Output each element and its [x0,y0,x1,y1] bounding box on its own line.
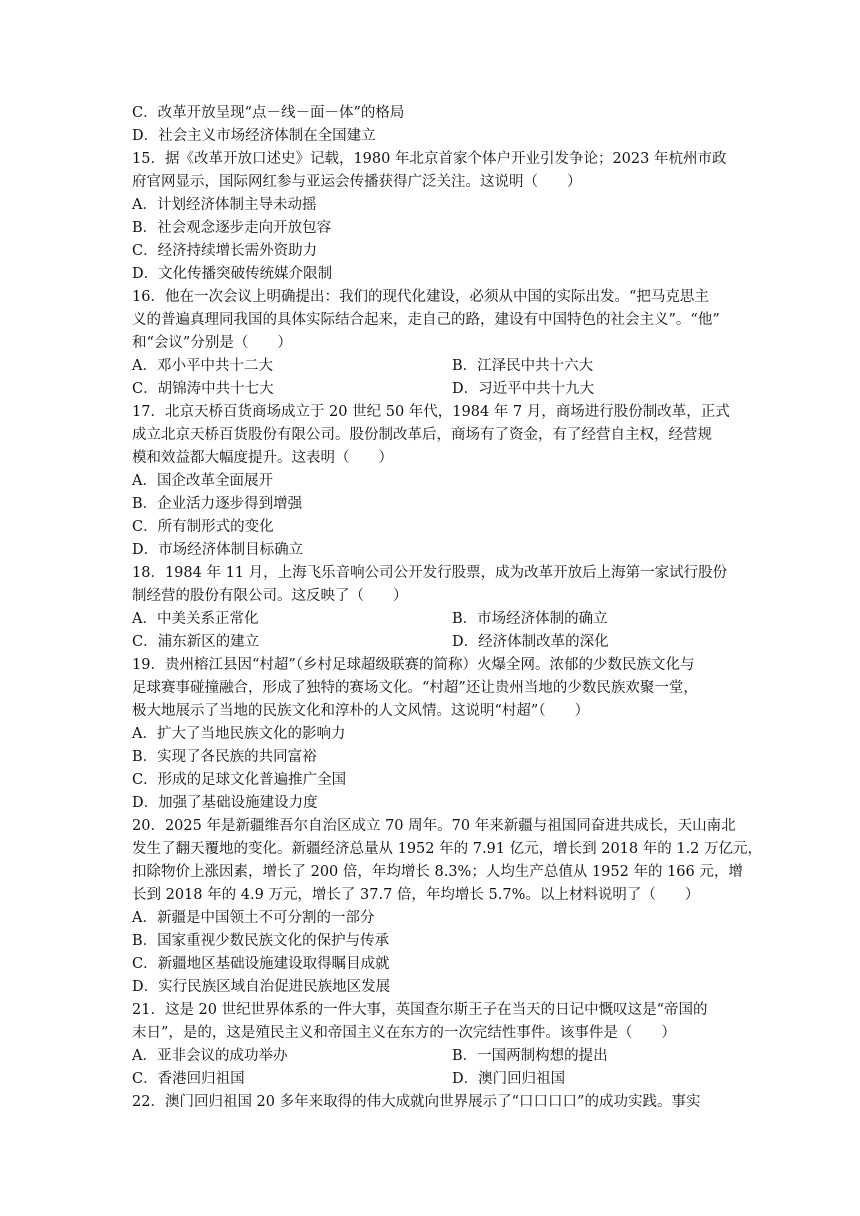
option-line: B．实现了各民族的共同富裕 [132,749,317,765]
question-stem-line: 15．据《改革开放口述史》记载，1980 年北京首家个体户开业引发争论；2023 年杭州市政 [132,151,727,167]
option-row [132,355,736,378]
option-line: D．习近平中共十九大 [452,381,595,397]
question-stem-line: 发生了翻天覆地的变化。新疆经济总量从 1952 年的 7.91 亿元，增长到 2018 年的 1.2 万亿元， [132,841,763,857]
option-row [132,608,736,631]
question-item [132,815,763,999]
option-row [132,1068,736,1091]
question-stem-line: 长到 2018 年的 4.9 万元，增长了 37.7 倍，年均增长 5.7%。以上材料说明了（ ） [132,887,700,903]
option-line: D．文化传播突破传统媒介限制 [132,266,333,282]
question-item [132,286,736,401]
question-stem-line: 16．他在一次会议上明确提出：我们的现代化建设，必须从中国的实际出发。“把马克思主 [132,289,709,305]
option-line: D．澳门回归祖国 [452,1071,566,1087]
option-line: C．浦东新区的建立 [132,634,260,650]
question-item [132,148,736,286]
option-line: B．市场经济体制的确立 [452,611,608,627]
question-stem-line: 制经营的股份有限公司。这反映了（ ） [132,588,408,604]
question-stem-line: 17．北京天桥百货商场成立于 20 世纪 50 年代，1984 年 7 月，商场进行股份制改革，正式 [132,404,730,420]
option-line: C．胡锦涛中共十七大 [132,381,274,397]
question-stem-line: 20．2025 年是新疆维吾尔自治区成立 70 周年。70 年来新疆与祖国同奋进共成长，天山南北 [132,818,736,834]
question-item [132,999,736,1091]
option-line: A．中美关系正常化 [132,611,259,627]
option-line: A．国企改革全面展开 [132,473,273,489]
question-stem-line: 末日”，是的，这是殖民主义和帝国主义在东方的一次完结性事件。该事件是（ ） [132,1025,676,1041]
option-line: D．市场经济体制目标确立 [132,542,304,558]
option-line: B．国家重视少数民族文化的保护与传承 [132,933,390,949]
question-stem-line: 足球赛事碰撞融合，形成了独特的赛场文化。“村超”还让贵州当地的少数民族欢聚一堂， [132,680,698,696]
option-line: D．社会主义市场经济体制在全国建立 [132,128,376,144]
option-line: A．计划经济体制主导未动摇 [132,197,317,213]
option-line: C．经济持续增长需外资助力 [132,243,318,259]
option-row [132,378,736,401]
option-line: B．社会观念逐步走向开放包容 [132,220,332,236]
question-stem-line: 18．1984 年 11 月，上海飞乐音响公司公开发行股票，成为改革开放后上海第一家试行股份 [132,565,728,581]
question-stem-line: 22．澳门回归祖国 20 多年来取得的伟大成就向世界展示了“口口口口”的成功实践。事实 [132,1094,701,1110]
question-stem-line: 极大地展示了当地的民族文化和淳朴的人文风情。这说明“村超”（ ） [132,703,590,719]
question-stem-line: 21．这是 20 世纪世界体系的一件大事，英国查尔斯王子在当天的日记中慨叹这是“帝国的 [132,1002,708,1018]
question-item [132,654,736,815]
option-row [132,1045,736,1068]
question-stem-line: 和“会议”分别是（ ） [132,335,292,351]
option-line: C．新疆地区基础设施建设取得瞩目成就 [132,956,390,972]
question-stem-line: 成立北京天桥百货股份有限公司。股份制改革后，商场有了资金，有了经营自主权，经营规 [132,427,712,443]
option-row [132,631,736,654]
option-line: B．企业活力逐步得到增强 [132,496,303,512]
question-stem-line: 扣除物价上涨因素，增长了 200 倍，年均增长 8.3%；人均生产总值从 1952 年的 166 元，增 [132,864,743,880]
option-line: C．所有制形式的变化 [132,519,274,535]
option-line: C．形成的足球文化普遍推广全国 [132,772,347,788]
option-line: A．扩大了当地民族文化的影响力 [132,726,346,742]
question-item [132,562,736,654]
option-line: B．一国两制构想的提出 [452,1048,608,1064]
question-stem-line: 模和效益都大幅度提升。这表明（ ） [132,450,393,466]
option-line: D．加强了基础设施建设力度 [132,795,318,811]
option-line: A．亚非会议的成功举办 [132,1048,288,1064]
option-line: C．改革开放呈现“点－线－面－体”的格局 [132,105,405,121]
option-line: D．实行民族区域自治促进民族地区发展 [132,979,391,995]
question-list [132,102,763,1114]
option-line: B．江泽民中共十六大 [452,358,594,374]
question-item [132,1091,736,1114]
question-stem-line: 义的普遍真理同我国的具体实际结合起来，走自己的路，建设有中国特色的社会主义”。“他” [132,312,720,328]
option-line: C．香港回归祖国 [132,1071,245,1087]
question-stem-line: 府官网显示，国际网红参与亚运会传播获得广泛关注。这说明（ ） [132,174,582,190]
option-line: A．邓小平中共十二大 [132,358,273,374]
option-line: D．经济体制改革的深化 [452,634,609,650]
option-line: A．新疆是中国领土不可分割的一部分 [132,910,375,926]
question-item [132,401,736,562]
question-stem-line: 19．贵州榕江县因“村超”（乡村足球超级联赛的简称）火爆全网。浓郁的少数民族文化与 [132,657,695,673]
